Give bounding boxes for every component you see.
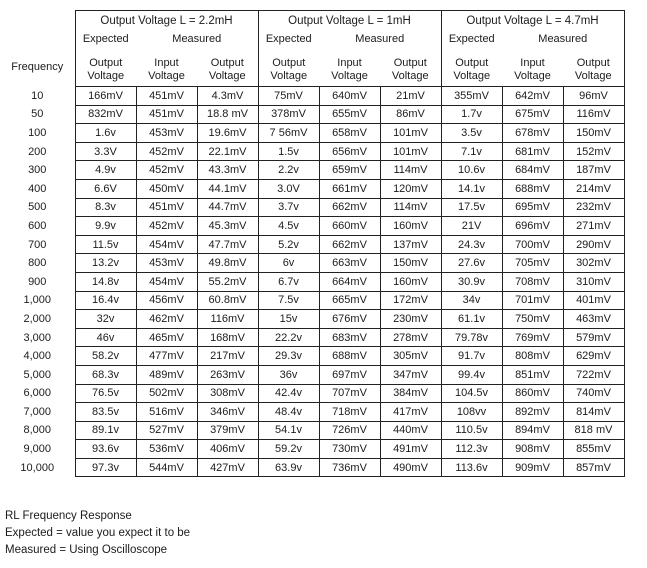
frequency-value: 8,000 <box>23 424 52 437</box>
table-row <box>0 310 624 329</box>
table-row <box>0 421 624 440</box>
column-header-input-voltage: Input Voltage <box>136 47 197 87</box>
measured-label: Measured <box>502 30 624 47</box>
voltage-cell: 187mV <box>563 161 624 180</box>
voltage-cell: 860mV <box>502 384 563 403</box>
expected-label: Expected <box>441 30 502 47</box>
voltage-cell: 36v <box>258 365 319 384</box>
voltage-cell: 47.7mV <box>197 235 258 254</box>
table-row <box>0 179 624 198</box>
voltage-cell: 152mV <box>563 142 624 161</box>
voltage-cell: 42.4v <box>258 384 319 403</box>
voltage-cell: 453mV <box>136 124 197 143</box>
voltage-cell: 3.3V <box>75 142 136 161</box>
voltage-cell: 75mV <box>258 87 319 106</box>
voltage-cell: 675mV <box>502 105 563 124</box>
voltage-cell: 214mV <box>563 179 624 198</box>
voltage-cell: 60.8mV <box>197 291 258 310</box>
voltage-cell: 406mV <box>197 440 258 459</box>
voltage-cell: 527mV <box>136 421 197 440</box>
voltage-cell: 271mV <box>563 217 624 236</box>
voltage-cell: 14.8v <box>75 272 136 291</box>
column-header-input-voltage: Input Voltage <box>502 47 563 87</box>
frequency-value: 10,000 <box>20 461 55 474</box>
voltage-cell: 730mV <box>319 440 380 459</box>
voltage-cell: 97.3v <box>75 458 136 477</box>
voltage-cell: 232mV <box>563 198 624 217</box>
voltage-cell: 5.2v <box>258 235 319 254</box>
frequency-value: 800 <box>28 257 47 270</box>
voltage-cell: 96mV <box>563 87 624 106</box>
voltage-cell: 908mV <box>502 440 563 459</box>
voltage-cell: 629mV <box>563 347 624 366</box>
voltage-cell: 451mV <box>136 105 197 124</box>
voltage-cell: 1.5v <box>258 142 319 161</box>
voltage-cell: 579mV <box>563 328 624 347</box>
voltage-cell: 104.5v <box>441 384 502 403</box>
voltage-cell: 13.2v <box>75 254 136 273</box>
voltage-cell: 417mV <box>380 403 441 422</box>
voltage-cell: 21mV <box>380 87 441 106</box>
table-row <box>0 124 624 143</box>
voltage-cell: 490mV <box>380 458 441 477</box>
expected-label: Expected <box>75 30 136 47</box>
table-row <box>0 384 624 403</box>
voltage-cell: 355mV <box>441 87 502 106</box>
voltage-cell: 695mV <box>502 198 563 217</box>
voltage-cell: 76.5v <box>75 384 136 403</box>
voltage-cell: 696mV <box>502 217 563 236</box>
voltage-cell: 43.3mV <box>197 161 258 180</box>
frequency-value: 5,000 <box>23 368 52 381</box>
column-header-output-voltage: Output Voltage <box>563 47 624 87</box>
voltage-cell: 664mV <box>319 272 380 291</box>
voltage-cell: 101mV <box>380 142 441 161</box>
voltage-cell: 45.3mV <box>197 217 258 236</box>
voltage-cell: 660mV <box>319 217 380 236</box>
voltage-cell: 11.5v <box>75 235 136 254</box>
voltage-cell: 2.2v <box>258 161 319 180</box>
column-header-output-voltage: Output Voltage <box>75 47 136 87</box>
voltage-cell: 68.3v <box>75 365 136 384</box>
voltage-cell: 665mV <box>319 291 380 310</box>
frequency-value: 2,000 <box>23 312 52 325</box>
voltage-cell: 722mV <box>563 365 624 384</box>
voltage-cell: 427mV <box>197 458 258 477</box>
voltage-cell: 217mV <box>197 347 258 366</box>
voltage-cell: 4.3mV <box>197 87 258 106</box>
voltage-cell: 16.4v <box>75 291 136 310</box>
voltage-cell: 8.3v <box>75 198 136 217</box>
voltage-cell: 112.3v <box>441 440 502 459</box>
voltage-cell: 454mV <box>136 235 197 254</box>
voltage-cell: 54.1v <box>258 421 319 440</box>
table-row <box>0 217 624 236</box>
voltage-cell: 1.7v <box>441 105 502 124</box>
voltage-cell: 160mV <box>380 272 441 291</box>
voltage-cell: 46v <box>75 328 136 347</box>
rl-frequency-response-table <box>0 10 625 477</box>
voltage-cell: 769mV <box>502 328 563 347</box>
voltage-cell: 278mV <box>380 328 441 347</box>
voltage-cell: 110.5v <box>441 421 502 440</box>
frequency-value: 100 <box>28 126 47 139</box>
column-header-row <box>0 47 624 87</box>
voltage-cell: 150mV <box>380 254 441 273</box>
voltage-cell: 658mV <box>319 124 380 143</box>
table-row <box>0 365 624 384</box>
column-header-output-voltage: Output Voltage <box>380 47 441 87</box>
voltage-cell: 17.5v <box>441 198 502 217</box>
frequency-column-header: Frequency <box>11 60 64 73</box>
voltage-cell: 401mV <box>563 291 624 310</box>
voltage-cell: 14.1v <box>441 179 502 198</box>
voltage-cell: 86mV <box>380 105 441 124</box>
measured-label: Measured <box>319 30 441 47</box>
expected-measured-row <box>0 30 624 47</box>
voltage-cell: 6v <box>258 254 319 273</box>
voltage-cell: 544mV <box>136 458 197 477</box>
voltage-cell: 59.2v <box>258 440 319 459</box>
voltage-cell: 230mV <box>380 310 441 329</box>
voltage-cell: 707mV <box>319 384 380 403</box>
voltage-cell: 516mV <box>136 403 197 422</box>
voltage-cell: 58.2v <box>75 347 136 366</box>
voltage-cell: 9.9v <box>75 217 136 236</box>
table-row <box>0 403 624 422</box>
frequency-value: 4,000 <box>23 350 52 363</box>
voltage-cell: 655mV <box>319 105 380 124</box>
voltage-cell: 450mV <box>136 179 197 198</box>
voltage-cell: 463mV <box>563 310 624 329</box>
table-row <box>0 87 624 106</box>
voltage-cell: 120mV <box>380 179 441 198</box>
voltage-cell: 379mV <box>197 421 258 440</box>
frequency-value: 700 <box>28 238 47 251</box>
voltage-cell: 465mV <box>136 328 197 347</box>
voltage-cell: 454mV <box>136 272 197 291</box>
frequency-value: 500 <box>28 201 47 214</box>
frequency-value: 200 <box>28 145 47 158</box>
table-body <box>0 87 624 477</box>
voltage-cell: 491mV <box>380 440 441 459</box>
table-row <box>0 458 624 477</box>
voltage-cell: 263mV <box>197 365 258 384</box>
voltage-cell: 116mV <box>563 105 624 124</box>
voltage-cell: 99.4v <box>441 365 502 384</box>
voltage-cell: 502mV <box>136 384 197 403</box>
voltage-cell: 29.3v <box>258 347 319 366</box>
frequency-value: 9,000 <box>23 443 52 456</box>
voltage-cell: 683mV <box>319 328 380 347</box>
voltage-cell: 832mV <box>75 105 136 124</box>
voltage-cell: 1.6v <box>75 124 136 143</box>
voltage-cell: 640mV <box>319 87 380 106</box>
voltage-cell: 451mV <box>136 87 197 106</box>
voltage-cell: 440mV <box>380 421 441 440</box>
voltage-cell: 855mV <box>563 440 624 459</box>
column-header-output-voltage: Output Voltage <box>441 47 502 87</box>
voltage-cell: 22.1mV <box>197 142 258 161</box>
voltage-cell: 6.7v <box>258 272 319 291</box>
voltage-cell: 305mV <box>380 347 441 366</box>
voltage-cell: 489mV <box>136 365 197 384</box>
voltage-cell: 166mV <box>75 87 136 106</box>
voltage-cell: 3.5v <box>441 124 502 143</box>
voltage-cell: 160mV <box>380 217 441 236</box>
group-title-l2.2mH: Output Voltage L = 2.2mH <box>75 11 258 31</box>
voltage-cell: 4.5v <box>258 217 319 236</box>
frequency-value: 1,000 <box>23 294 52 307</box>
voltage-cell: 740mV <box>563 384 624 403</box>
voltage-cell: 453mV <box>136 254 197 273</box>
voltage-cell: 150mV <box>563 124 624 143</box>
voltage-cell: 44.1mV <box>197 179 258 198</box>
frequency-value: 10 <box>31 89 44 102</box>
table-row <box>0 291 624 310</box>
voltage-cell: 21V <box>441 217 502 236</box>
table-row <box>0 105 624 124</box>
voltage-cell: 663mV <box>319 254 380 273</box>
voltage-cell: 536mV <box>136 440 197 459</box>
spacer-cell <box>0 30 75 47</box>
voltage-cell: 24.3v <box>441 235 502 254</box>
voltage-cell: 452mV <box>136 217 197 236</box>
voltage-cell: 91.7v <box>441 347 502 366</box>
voltage-cell: 708mV <box>502 272 563 291</box>
voltage-cell: 857mV <box>563 458 624 477</box>
voltage-cell: 6.6V <box>75 179 136 198</box>
voltage-cell: 726mV <box>319 421 380 440</box>
voltage-cell: 684mV <box>502 161 563 180</box>
voltage-cell: 688mV <box>502 179 563 198</box>
footer-notes <box>5 508 190 559</box>
voltage-cell: 172mV <box>380 291 441 310</box>
voltage-cell: 3.0V <box>258 179 319 198</box>
frequency-value: 900 <box>28 275 47 288</box>
voltage-cell: 113.6v <box>441 458 502 477</box>
voltage-cell: 851mV <box>502 365 563 384</box>
voltage-cell: 452mV <box>136 142 197 161</box>
voltage-cell: 456mV <box>136 291 197 310</box>
expected-label: Expected <box>258 30 319 47</box>
voltage-cell: 83.5v <box>75 403 136 422</box>
voltage-cell: 310mV <box>563 272 624 291</box>
voltage-cell: 676mV <box>319 310 380 329</box>
spacer-cell <box>0 11 75 31</box>
voltage-cell: 662mV <box>319 198 380 217</box>
voltage-cell: 7.1v <box>441 142 502 161</box>
voltage-cell: 4.9v <box>75 161 136 180</box>
voltage-cell: 27.6v <box>441 254 502 273</box>
voltage-cell: 7 56mV <box>258 124 319 143</box>
voltage-cell: 63.9v <box>258 458 319 477</box>
voltage-cell: 656mV <box>319 142 380 161</box>
voltage-cell: 168mV <box>197 328 258 347</box>
voltage-cell: 302mV <box>563 254 624 273</box>
table-row <box>0 142 624 161</box>
measured-label: Measured <box>136 30 258 47</box>
voltage-cell: 681mV <box>502 142 563 161</box>
voltage-cell: 61.1v <box>441 310 502 329</box>
column-header-output-voltage: Output Voltage <box>258 47 319 87</box>
voltage-cell: 3.7v <box>258 198 319 217</box>
voltage-cell: 477mV <box>136 347 197 366</box>
table-row <box>0 328 624 347</box>
voltage-cell: 290mV <box>563 235 624 254</box>
voltage-cell: 452mV <box>136 161 197 180</box>
table-row <box>0 254 624 273</box>
voltage-cell: 79.78v <box>441 328 502 347</box>
voltage-cell: 662mV <box>319 235 380 254</box>
table-row <box>0 235 624 254</box>
voltage-cell: 18.8 mV <box>197 105 258 124</box>
voltage-cell: 34v <box>441 291 502 310</box>
voltage-cell: 384mV <box>380 384 441 403</box>
voltage-cell: 462mV <box>136 310 197 329</box>
voltage-cell: 308mV <box>197 384 258 403</box>
voltage-cell: 705mV <box>502 254 563 273</box>
footer-title: RL Frequency Response <box>5 510 132 522</box>
frequency-value: 400 <box>28 182 47 195</box>
column-header-output-voltage: Output Voltage <box>197 47 258 87</box>
voltage-cell: 114mV <box>380 198 441 217</box>
table-row <box>0 272 624 291</box>
voltage-cell: 137mV <box>380 235 441 254</box>
voltage-cell: 347mV <box>380 365 441 384</box>
voltage-cell: 116mV <box>197 310 258 329</box>
voltage-cell: 808mV <box>502 347 563 366</box>
frequency-value: 7,000 <box>23 405 52 418</box>
voltage-cell: 48.4v <box>258 403 319 422</box>
frequency-value: 6,000 <box>23 387 52 400</box>
voltage-cell: 750mV <box>502 310 563 329</box>
voltage-cell: 894mV <box>502 421 563 440</box>
voltage-cell: 55.2mV <box>197 272 258 291</box>
voltage-cell: 89.1v <box>75 421 136 440</box>
group-title-row <box>0 11 624 31</box>
table-row <box>0 161 624 180</box>
column-header-input-voltage: Input Voltage <box>319 47 380 87</box>
voltage-cell: 909mV <box>502 458 563 477</box>
voltage-cell: 93.6v <box>75 440 136 459</box>
frequency-value: 600 <box>28 219 47 232</box>
group-title-l4.7mH: Output Voltage L = 4.7mH <box>441 11 624 31</box>
voltage-cell: 22.2v <box>258 328 319 347</box>
voltage-cell: 19.6mV <box>197 124 258 143</box>
group-title-l1mH: Output Voltage L = 1mH <box>258 11 441 31</box>
footer-measured-definition: Measured = Using Oscilloscope <box>5 544 168 556</box>
frequency-value: 50 <box>31 108 44 121</box>
voltage-cell: 101mV <box>380 124 441 143</box>
voltage-cell: 10.6v <box>441 161 502 180</box>
document-page <box>0 10 647 568</box>
voltage-cell: 659mV <box>319 161 380 180</box>
frequency-value: 3,000 <box>23 331 52 344</box>
voltage-cell: 15v <box>258 310 319 329</box>
voltage-cell: 108vv <box>441 403 502 422</box>
voltage-cell: 32v <box>75 310 136 329</box>
voltage-cell: 678mV <box>502 124 563 143</box>
voltage-cell: 451mV <box>136 198 197 217</box>
voltage-cell: 7.5v <box>258 291 319 310</box>
voltage-cell: 30.9v <box>441 272 502 291</box>
voltage-cell: 346mV <box>197 403 258 422</box>
voltage-cell: 697mV <box>319 365 380 384</box>
table-row <box>0 198 624 217</box>
voltage-cell: 44.7mV <box>197 198 258 217</box>
voltage-cell: 701mV <box>502 291 563 310</box>
voltage-cell: 114mV <box>380 161 441 180</box>
voltage-cell: 736mV <box>319 458 380 477</box>
table-row <box>0 347 624 366</box>
voltage-cell: 718mV <box>319 403 380 422</box>
table-row <box>0 440 624 459</box>
voltage-cell: 49.8mV <box>197 254 258 273</box>
voltage-cell: 818 mV <box>563 421 624 440</box>
frequency-value: 300 <box>28 164 47 177</box>
voltage-cell: 700mV <box>502 235 563 254</box>
voltage-cell: 378mV <box>258 105 319 124</box>
table-header <box>0 11 624 87</box>
voltage-cell: 642mV <box>502 87 563 106</box>
voltage-cell: 814mV <box>563 403 624 422</box>
voltage-cell: 661mV <box>319 179 380 198</box>
voltage-cell: 688mV <box>319 347 380 366</box>
footer-expected-definition: Expected = value you expect it to be <box>5 527 191 539</box>
voltage-cell: 892mV <box>502 403 563 422</box>
